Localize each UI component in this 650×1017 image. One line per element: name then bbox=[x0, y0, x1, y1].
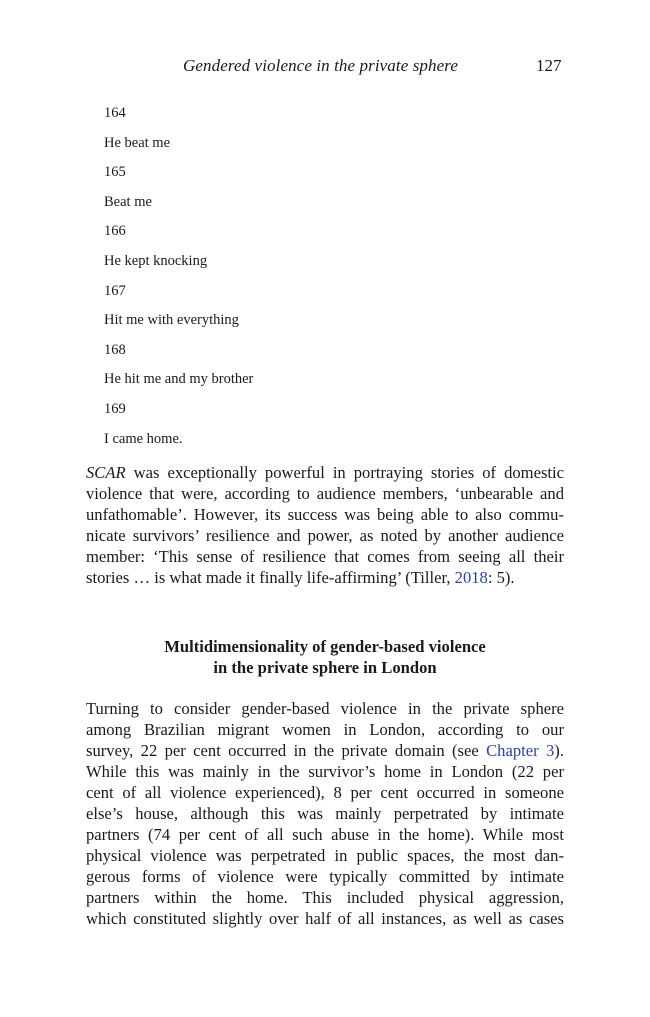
verse-line: 167 bbox=[104, 282, 126, 299]
paragraph-text: : 5). bbox=[487, 568, 515, 587]
page-number: 127 bbox=[536, 56, 562, 75]
paragraph-line bbox=[86, 740, 564, 761]
paragraph-line: partners (74 per cent of all such abuse in the home). While most bbox=[86, 825, 564, 844]
paragraph-line: among Brazilian migrant women in London, according to our bbox=[86, 720, 564, 739]
paragraph-line: While this was mainly in the survivor’s home in London (22 per bbox=[86, 762, 564, 781]
paragraph-line bbox=[86, 567, 564, 588]
paragraph-line: partners within the home. This included physical aggression, bbox=[86, 888, 564, 907]
scar-title: SCAR bbox=[86, 463, 126, 482]
body-paragraph-survey bbox=[86, 698, 564, 929]
verse-line: He hit me and my brother bbox=[104, 371, 254, 388]
paragraph-line: physical violence was perpetrated in public spaces, the most dan- bbox=[86, 846, 564, 865]
paragraph-line: cent of all violence experienced), 8 per cent occurred in someone bbox=[86, 783, 564, 802]
paragraph-line: violence that were, according to audience members, ‘unbearable and bbox=[86, 484, 564, 503]
verse-line: 166 bbox=[104, 223, 126, 240]
citation-link-2018[interactable]: 2018 bbox=[454, 568, 488, 587]
paragraph-text: was exceptionally powerful in portraying stories of domestic bbox=[125, 463, 564, 482]
chapter-3-link[interactable]: Chapter 3 bbox=[486, 741, 555, 760]
verse-line: He beat me bbox=[104, 134, 171, 151]
verse-block bbox=[104, 99, 253, 454]
verse-line: 169 bbox=[104, 400, 126, 417]
running-title: Gendered violence in the private sphere bbox=[183, 56, 459, 75]
paragraph-line: else’s house, although this was mainly perpetrated by intimate bbox=[86, 804, 564, 823]
running-head bbox=[0, 56, 650, 80]
verse-line: I came home. bbox=[104, 430, 183, 447]
verse-line: 168 bbox=[104, 341, 126, 358]
verse-line: 164 bbox=[104, 105, 126, 121]
paragraph-line: which constituted slightly over half of all instances, as well as cases bbox=[86, 909, 564, 928]
verse-line: 165 bbox=[104, 164, 126, 181]
paragraph-line: nicate survivors’ resilience and power, as noted by another audience bbox=[86, 526, 564, 545]
paragraph-line: member: ‘This sense of resilience that comes from seeing all their bbox=[86, 547, 564, 566]
section-heading-line: Multidimensionality of gender-based violence bbox=[164, 637, 486, 656]
paragraph-text: stories … is what made it finally life-affirming’ (Tiller, bbox=[86, 568, 455, 587]
paragraph-line: gerous forms of violence were typically committed by intimate bbox=[86, 867, 564, 886]
paragraph-text: survey, 22 per cent occurred in the private domain (see bbox=[86, 741, 487, 760]
paragraph-line bbox=[86, 462, 564, 483]
section-heading-line: in the private sphere in London bbox=[213, 658, 437, 677]
body-paragraph-scar bbox=[86, 462, 564, 588]
verse-line: Beat me bbox=[104, 193, 152, 210]
paragraph-line: unfathomable’. However, its success was being able to also commu- bbox=[86, 505, 564, 524]
verse-line: Hit me with everything bbox=[104, 312, 239, 329]
verse-line: He kept knocking bbox=[104, 252, 208, 269]
paragraph-text: ). bbox=[554, 741, 564, 760]
section-heading bbox=[86, 636, 564, 678]
paragraph-line: Turning to consider gender-based violence in the private sphere bbox=[86, 699, 564, 718]
